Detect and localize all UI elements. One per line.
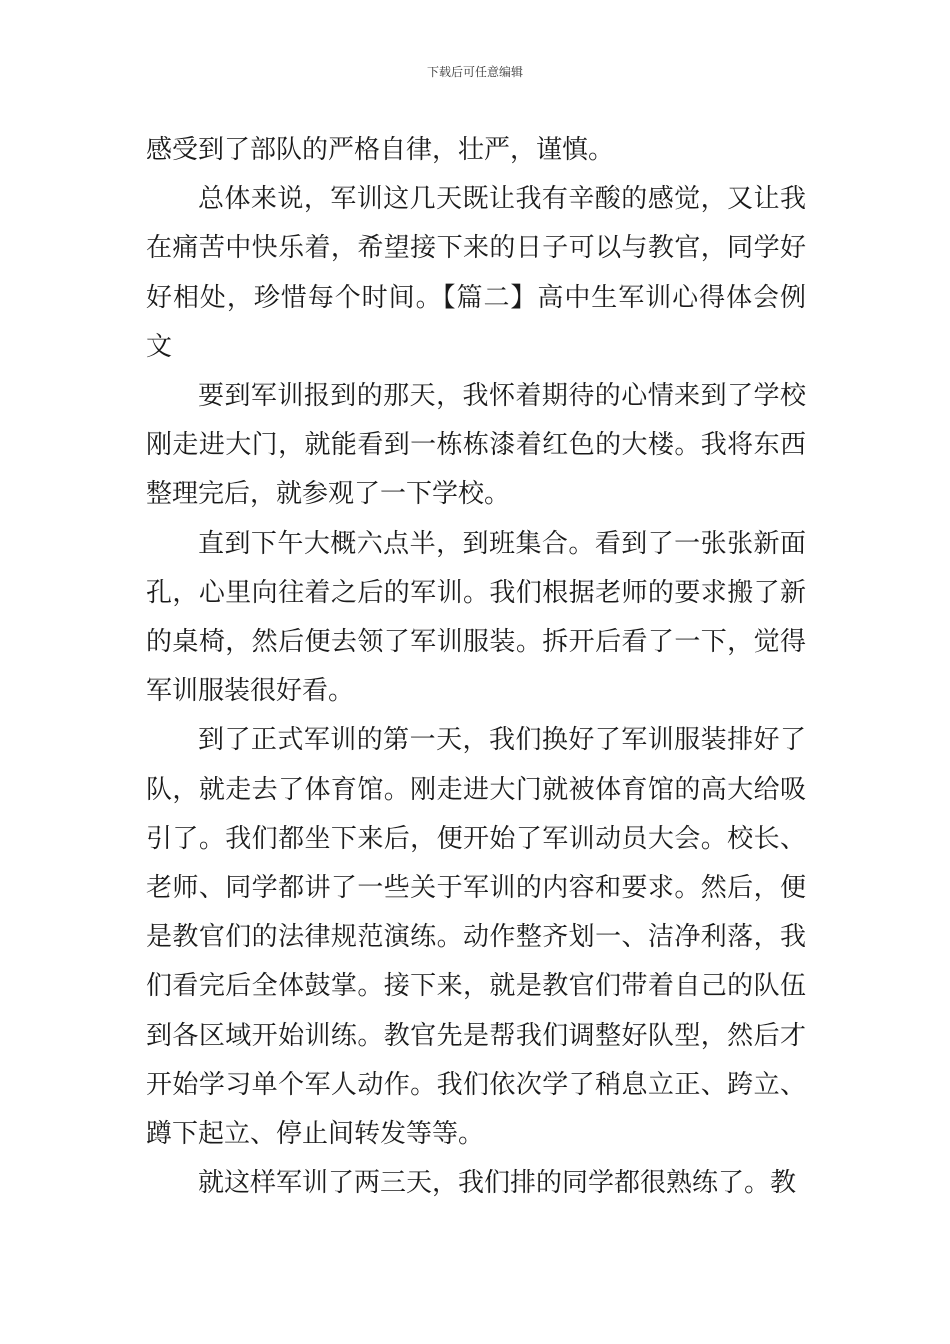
paragraph-5: 到了正式军训的第一天，我们换好了军训服装排好了队，就走去了体育馆。刚走进大门就被体育馆的高大给吸引了。我们都坐下来后，便开始了军训动员大会。校长、老师、同学都讲了一些关于军训的内容和要求。然后，便是教官们的法律规范演练。动作整齐划一、洁净利落，我们看完后全体鼓掌。接下来，就是教官们带着自己的队伍到各区域开始训练。教官先是帮我们调整好队型，然后才开始学习单个军人动作。我们依次学了稍息立正、跨立、蹲下起立、停止间转发等等。: [146, 725, 806, 1150]
document-body: [146, 126, 806, 1208]
paragraph-1: 感受到了部队的严格自律，壮严，谨慎。: [146, 135, 615, 165]
paragraph-6: 就这样军训了两三天，我们排的同学都很熟练了。教: [198, 1168, 797, 1199]
paragraph-4: 直到下午大概六点半，到班集合。看到了一张张新面孔，心里向往着之后的军训。我们根据老师的要求搬了新的桌椅，然后便去领了军训服装。拆开后看了一下，觉得军训服装很好看。: [146, 528, 806, 707]
paragraph-3: 要到军训报到的那天，我怀着期待的心情来到了学校刚走进大门，就能看到一栋栋漆着红色的大楼。我将东西整理完后，就参观了一下学校。: [146, 381, 806, 510]
paragraph-2: 总体来说，军训这几天既让我有辛酸的感觉，又让我在痛苦中快乐着，希望接下来的日子可以与教官，同学好好相处，珍惜每个时间。【篇二】高中生军训心得体会例文: [146, 184, 806, 362]
page-header: 下载后可任意编辑: [426, 65, 523, 79]
